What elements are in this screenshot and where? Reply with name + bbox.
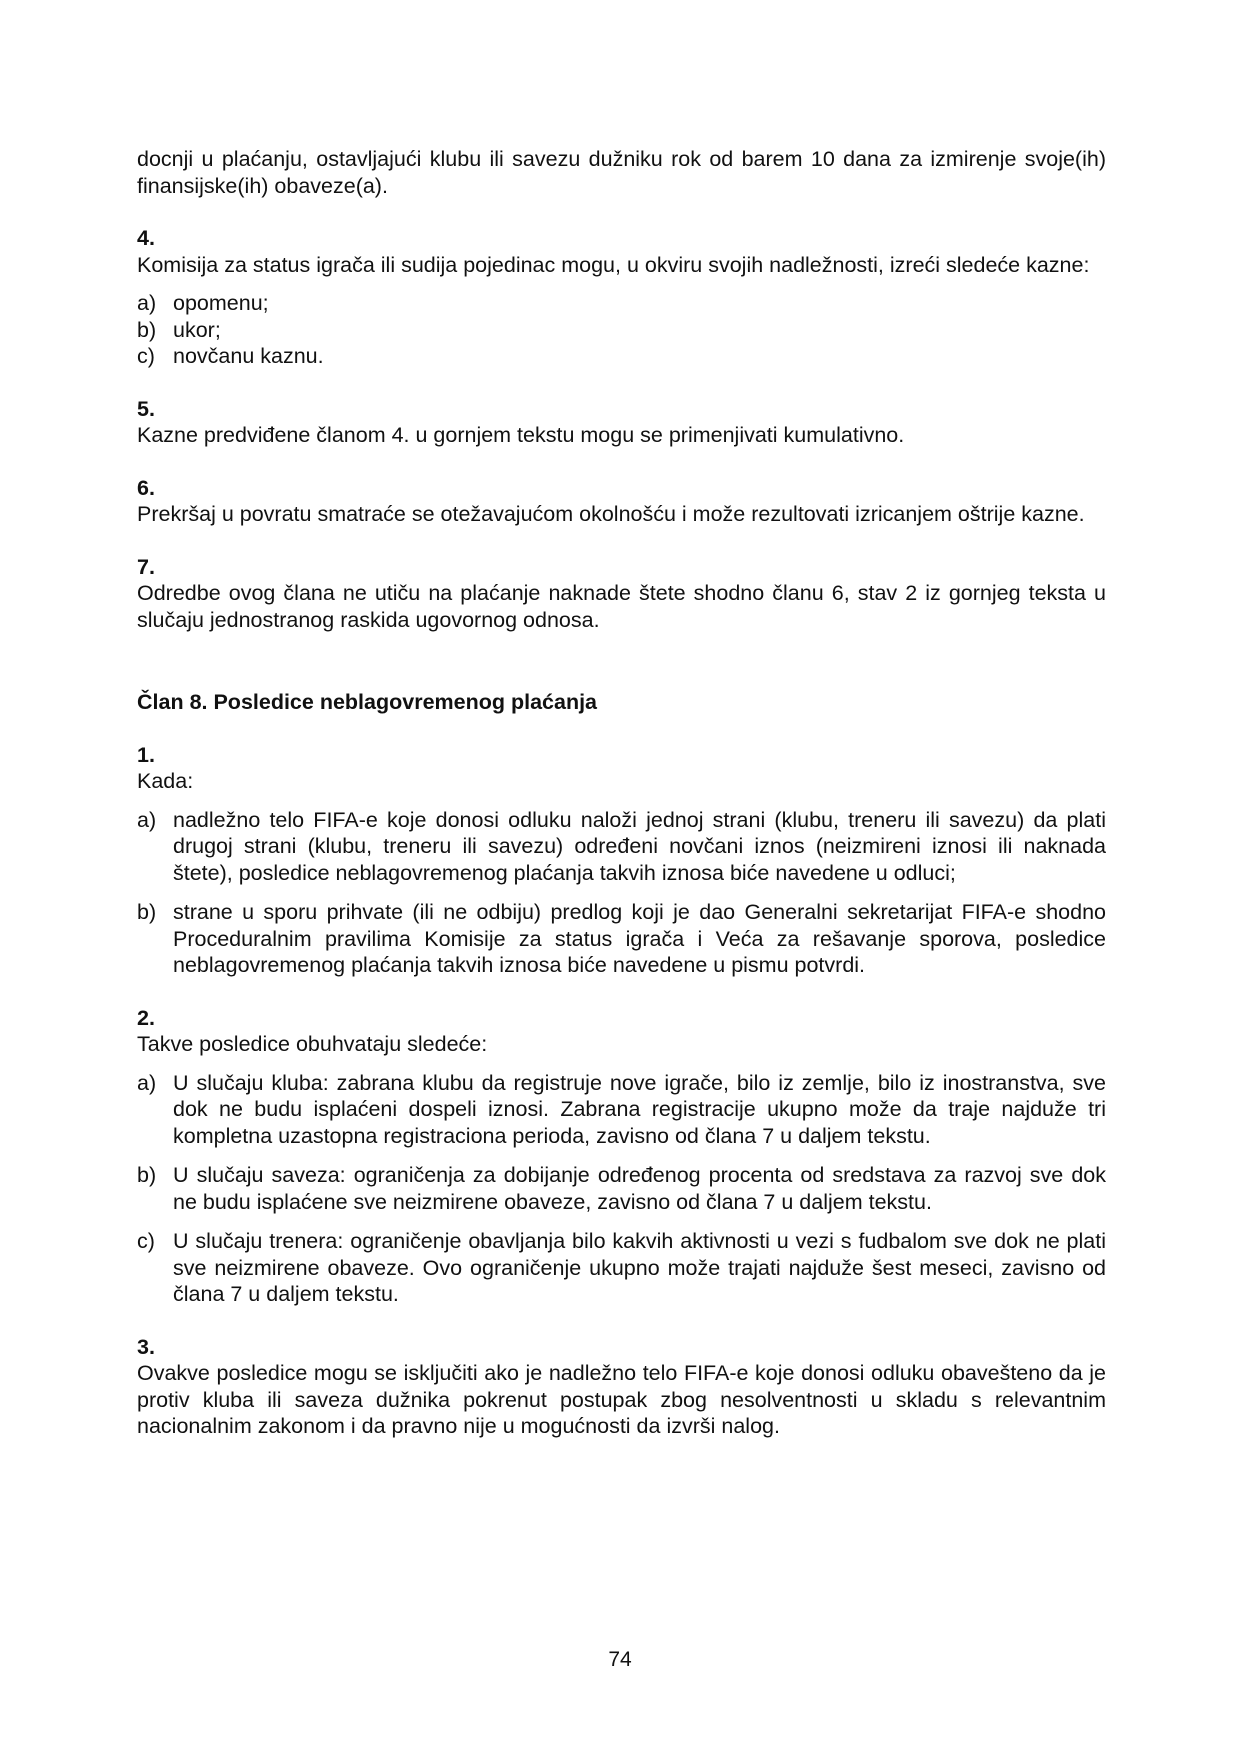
intro-paragraph: docnji u plaćanju, ostavljajući klubu ili savezu dužniku rok od barem 10 dana za izmirenje svoje(ih) finansijske(ih) obaveze(a). [137,147,1106,198]
list-item-text: novčanu kaznu. [173,344,324,368]
list-marker: c) [137,1229,155,1253]
point-number: 7. [137,554,155,579]
list-item [137,1228,1106,1308]
point-text: Prekršaj u povratu smatraće se otežavajućom okolnošću i može rezultovati izricanjem oštrije kazne. [137,502,1085,526]
list-marker: a) [137,1070,157,1095]
section-heading: Član 8. Posledice neblagovremenog plaćanja [137,690,598,714]
list-item-text: opomenu; [173,291,269,315]
list-item-text: U slučaju saveza: ograničenja za dobijanje određenog procenta od sredstava za razvoj sve dok ne budu isplaćene sve neizmirene obaveze, zavisno od člana 7 u daljem tekstu. [173,1163,1106,1214]
list-item [137,343,1106,370]
point-number: 3. [137,1334,155,1359]
list-marker: c) [137,344,155,368]
list-marker: b) [137,900,157,924]
list-item-text: U slučaju kluba: zabrana klubu da registruje nove igrače, bilo iz zemlje, bilo iz inostranstva, sve dok ne budu isplaćeni dospeli iznosi. Zabrana registracije ukupno može da traje najduže tri kompletna uzastopna registraciona perioda, zavisno od člana 7 u daljem tekstu. [173,1070,1106,1148]
page-number: 74 [608,1648,632,1671]
point-text: Kazne predviđene članom 4. u gornjem tekstu mogu se primenjivati kumulativno. [137,423,905,447]
list-item [137,807,1106,887]
point-text: Kada: [137,769,194,793]
point-text: Odredbe ovog člana ne utiču na plaćanje naknade štete shodno članu 6, stav 2 iz gornjeg teksta u slučaju jednostranog raskida ugovornog odnosa. [137,581,1106,632]
list-item [137,899,1106,979]
penalty-list [137,290,1106,370]
point-text: Ovakve posledice mogu se isključiti ako je nadležno telo FIFA-e koje donosi odluku obavešteno da je protiv kluba ili saveza dužnika pokrenut postupak zbog nesolventnosti u skladu s relevantnim nacionalnim zakonom i da pravno nije u mogućnosti da izvrši nalog. [137,1361,1106,1438]
point-number: 4. [137,226,155,250]
point-number: 2. [137,1005,155,1030]
list-marker: a) [137,291,157,315]
list-marker: b) [137,1163,157,1187]
text-column [137,146,1106,1440]
list-item-text: strane u sporu prihvate (ili ne odbiju) predlog koji je dao Generalni sekretarijat FIFA-e shodno Proceduralnim pravilima Komisije za status igrača i Veća za rešavanje sporova, posledice neblagovremenog plaćanja takvih iznosa biće navedene u pismu potvrdi. [173,900,1106,977]
point-text: Komisija za status igrača ili sudija pojedinac mogu, u okviru svojih nadležnosti, izreći sledeće kazne: [137,252,1090,277]
consequence-list [137,1070,1106,1308]
list-item-text: U slučaju trenera: ograničenje obavljanja bilo kakvih aktivnosti u vezi s fudbalom sve dok ne plati sve neizmirene obaveze. Ovo ograničenje ukupno može trajati najduže šest meseci, zavisno od člana 7 u daljem tekstu. [173,1229,1106,1306]
list-item-text: ukor; [173,317,221,342]
list-marker: b) [137,317,157,342]
list-item [137,290,1106,317]
point-number: 1. [137,742,155,767]
list-item [137,1070,1106,1150]
list-marker: a) [137,807,157,832]
point-number: 6. [137,475,155,500]
point-number: 5. [137,396,155,421]
point-text: Takve posledice obuhvataju sledeće: [137,1032,488,1056]
list-item [137,1162,1106,1215]
list-item [137,317,1106,344]
list-item-text: nadležno telo FIFA-e koje donosi odluku naloži jednoj strani (klubu, treneru ili savezu) da plati drugoj strani (klubu, treneru ili savezu) određeni novčani iznos (neizmireni iznosi ili naknada štete), posledice neblagovremenog plaćanja takvih iznosa biće navedene u odluci; [173,807,1106,885]
condition-list [137,807,1106,979]
